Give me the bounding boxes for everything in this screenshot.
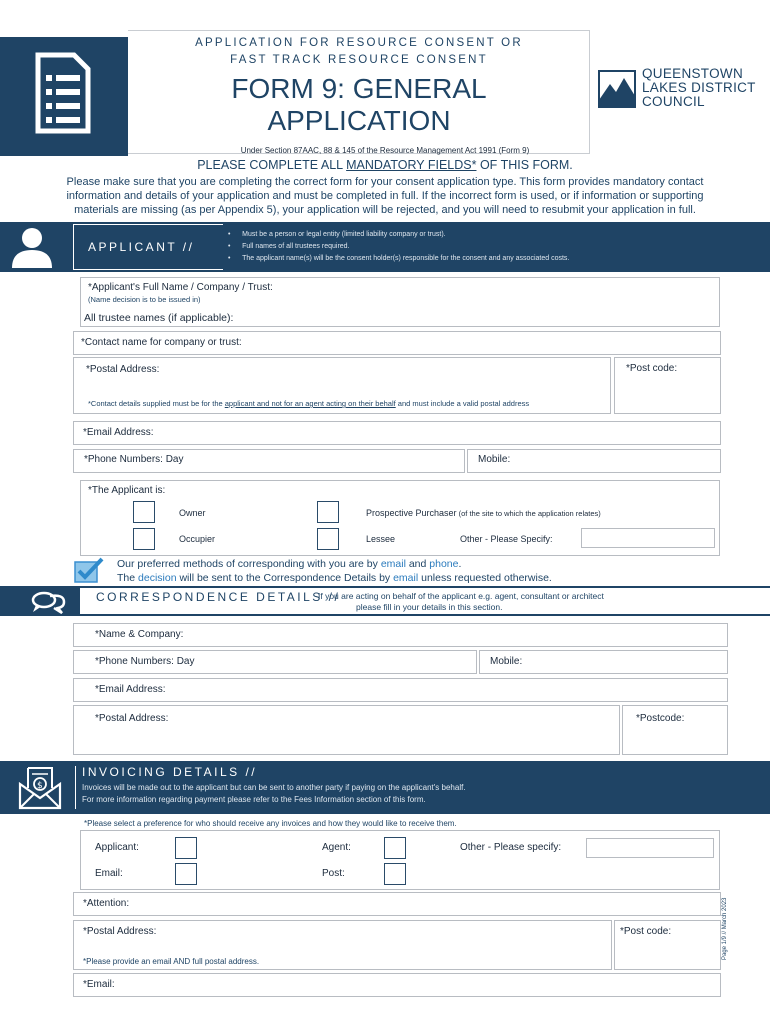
invoicing-note-1: Invoices will be made out to the applicant but can be sent to another party if paying on the applicant's behalf. bbox=[82, 783, 466, 792]
invoice-post-label: Post: bbox=[322, 868, 345, 879]
invoicing-heading: INVOICING DETAILS // bbox=[82, 765, 258, 779]
person-icon bbox=[10, 226, 54, 268]
applicant-full-name-note: (Name decision is to be issued in) bbox=[88, 295, 201, 304]
applicant-postal-note: *Contact details supplied must be for the applicant and not for an agent acting on their behalf and must include a valid postal address bbox=[88, 399, 530, 408]
form-title-2: APPLICATION bbox=[267, 105, 451, 136]
svg-text:$: $ bbox=[37, 781, 43, 791]
email-link-2[interactable]: email bbox=[393, 572, 419, 584]
lessee-label: Lessee bbox=[366, 534, 396, 544]
phone-link[interactable]: phone bbox=[429, 558, 459, 570]
correspondence-note-2: please fill in your details in this section. bbox=[356, 602, 503, 612]
applicant-bullet-2: • Full names of all trustees required. bbox=[228, 243, 350, 250]
owner-label: Owner bbox=[179, 508, 206, 518]
invoice-provide-note: *Please provide an email AND full postal address. bbox=[83, 957, 260, 966]
invoicing-divider bbox=[75, 766, 76, 809]
trustee-names-label: All trustee names (if applicable): bbox=[84, 312, 234, 324]
form-icon-panel bbox=[0, 37, 128, 156]
page-footer: Page 1/9 // March 2023 bbox=[722, 897, 728, 960]
prospective-purchaser-checkbox[interactable] bbox=[317, 501, 339, 523]
correspondence-mobile-label: Mobile: bbox=[490, 656, 523, 667]
preference-line-2: The decision will be sent to the Correspondence Details by email unless requested otherwise. bbox=[117, 572, 552, 584]
decision-link[interactable]: decision bbox=[138, 572, 177, 584]
complete-notice-post: OF THIS FORM. bbox=[476, 158, 573, 172]
invoice-postal-label: *Postal Address: bbox=[83, 926, 157, 937]
other-specify-label: Other - Please Specify: bbox=[460, 534, 553, 544]
council-logo bbox=[598, 66, 768, 112]
other-specify-input[interactable] bbox=[581, 528, 715, 548]
invoice-other-input[interactable] bbox=[586, 838, 714, 858]
invoicing-note-2: For more information regarding payment please refer to the Fees Information section of this form. bbox=[82, 795, 426, 804]
invoice-agent-label: Agent: bbox=[322, 842, 351, 853]
speech-bubbles-icon bbox=[30, 590, 68, 614]
lessee-checkbox[interactable] bbox=[317, 528, 339, 550]
applicant-full-name-label: *Applicant's Full Name / Company / Trust: bbox=[88, 282, 273, 293]
invoice-email-field-label: *Email: bbox=[83, 979, 115, 990]
invoice-applicant-checkbox[interactable] bbox=[175, 837, 197, 859]
applicant-is-label: *The Applicant is: bbox=[88, 485, 166, 496]
invoice-post-checkbox[interactable] bbox=[384, 863, 406, 885]
intro-line-2: information and details of your application and must be completed in full. If the incorrect form is used, or if information or supporting bbox=[66, 190, 704, 202]
intro-line-3: materials are missing (as per Appendix 5), your application will be rejected, and you will need to resubmit your application in full. bbox=[74, 204, 696, 216]
prospective-purchaser-label: Prospective Purchaser (of the site to which the application relates) bbox=[366, 508, 601, 518]
invoice-attention-field[interactable] bbox=[73, 892, 721, 916]
invoice-applicant-label: Applicant: bbox=[95, 842, 139, 853]
occupier-checkbox[interactable] bbox=[133, 528, 155, 550]
complete-notice bbox=[0, 158, 770, 172]
applicant-mobile-label: Mobile: bbox=[478, 454, 511, 465]
preference-line-1: Our preferred methods of corresponding with you are by email and phone. bbox=[117, 558, 462, 570]
council-name-3: COUNCIL bbox=[642, 94, 705, 109]
mountain-logo-icon bbox=[598, 70, 636, 108]
correspondence-heading: CORRESPONDENCE DETAILS // bbox=[96, 590, 341, 604]
invoice-agent-checkbox[interactable] bbox=[384, 837, 406, 859]
correspondence-header-bar bbox=[0, 586, 770, 616]
invoice-postcode-label: *Post code: bbox=[620, 926, 672, 937]
invoice-envelope-icon bbox=[18, 764, 62, 812]
checkmark-icon[interactable] bbox=[74, 557, 104, 583]
applicant-bullet-1: • Must be a person or legal entity (limited liability company or trust). bbox=[228, 231, 446, 238]
applicant-not-agent-link[interactable]: applicant and not for an agent acting on their behalf bbox=[224, 399, 396, 408]
invoice-attention-label: *Attention: bbox=[83, 898, 130, 909]
form-title-1: FORM 9: GENERAL bbox=[231, 73, 487, 104]
invoice-other-label: Other - Please specify: bbox=[460, 842, 562, 853]
applicant-header-bar bbox=[0, 222, 770, 272]
intro-line-1: Please make sure that you are completing the correct form for your consent application type. This form provides mandatory contact bbox=[66, 176, 704, 188]
invoice-select-note: *Please select a preference for who should receive any invoices and how they would like to receive them. bbox=[84, 819, 457, 828]
mandatory-fields-link[interactable]: MANDATORY FIELDS* bbox=[346, 158, 477, 172]
contact-name-label: *Contact name for company or trust: bbox=[81, 337, 242, 348]
owner-checkbox[interactable] bbox=[133, 501, 155, 523]
correspondence-name-label: *Name & Company: bbox=[95, 629, 184, 640]
applicant-email-field[interactable] bbox=[73, 421, 721, 445]
correspondence-phone-label: *Phone Numbers: Day bbox=[95, 656, 195, 667]
correspondence-postcode-label: *Postcode: bbox=[636, 713, 685, 724]
header-line-2: FAST TRACK RESOURCE CONSENT bbox=[230, 54, 488, 66]
correspondence-note-1: If you are acting on behalf of the applicant e.g. agent, consultant or architect bbox=[318, 591, 604, 601]
correspondence-email-label: *Email Address: bbox=[95, 684, 166, 695]
under-section-text: Under Section 87AAC, 88 & 145 of the Resource Management Act 1991 (Form 9) bbox=[240, 146, 530, 155]
email-link[interactable]: email bbox=[380, 558, 406, 570]
applicant-postal-label: *Postal Address: bbox=[86, 364, 160, 375]
applicant-postcode-label: *Post code: bbox=[626, 363, 678, 374]
correspondence-email-field[interactable] bbox=[73, 678, 728, 702]
applicant-phone-label: *Phone Numbers: Day bbox=[84, 454, 184, 465]
correspondence-postal-label: *Postal Address: bbox=[95, 713, 169, 724]
header-line-1: APPLICATION FOR RESOURCE CONSENT OR bbox=[195, 37, 523, 49]
invoice-email-field[interactable] bbox=[73, 973, 721, 997]
council-name-1: QUEENSTOWN bbox=[642, 66, 744, 81]
applicant-bullet-3: • The applicant name(s) will be the consent holder(s) responsible for the consent and any associated costs. bbox=[228, 255, 570, 262]
document-icon bbox=[34, 51, 92, 135]
occupier-label: Occupier bbox=[179, 534, 216, 544]
invoicing-header-bar bbox=[0, 761, 770, 814]
applicant-email-label: *Email Address: bbox=[83, 427, 154, 438]
council-name-2: LAKES DISTRICT bbox=[642, 80, 756, 95]
complete-notice-pre: PLEASE COMPLETE ALL bbox=[197, 158, 347, 172]
invoice-email-label: Email: bbox=[95, 868, 123, 879]
invoice-email-checkbox[interactable] bbox=[175, 863, 197, 885]
applicant-heading: APPLICANT // bbox=[88, 240, 195, 254]
